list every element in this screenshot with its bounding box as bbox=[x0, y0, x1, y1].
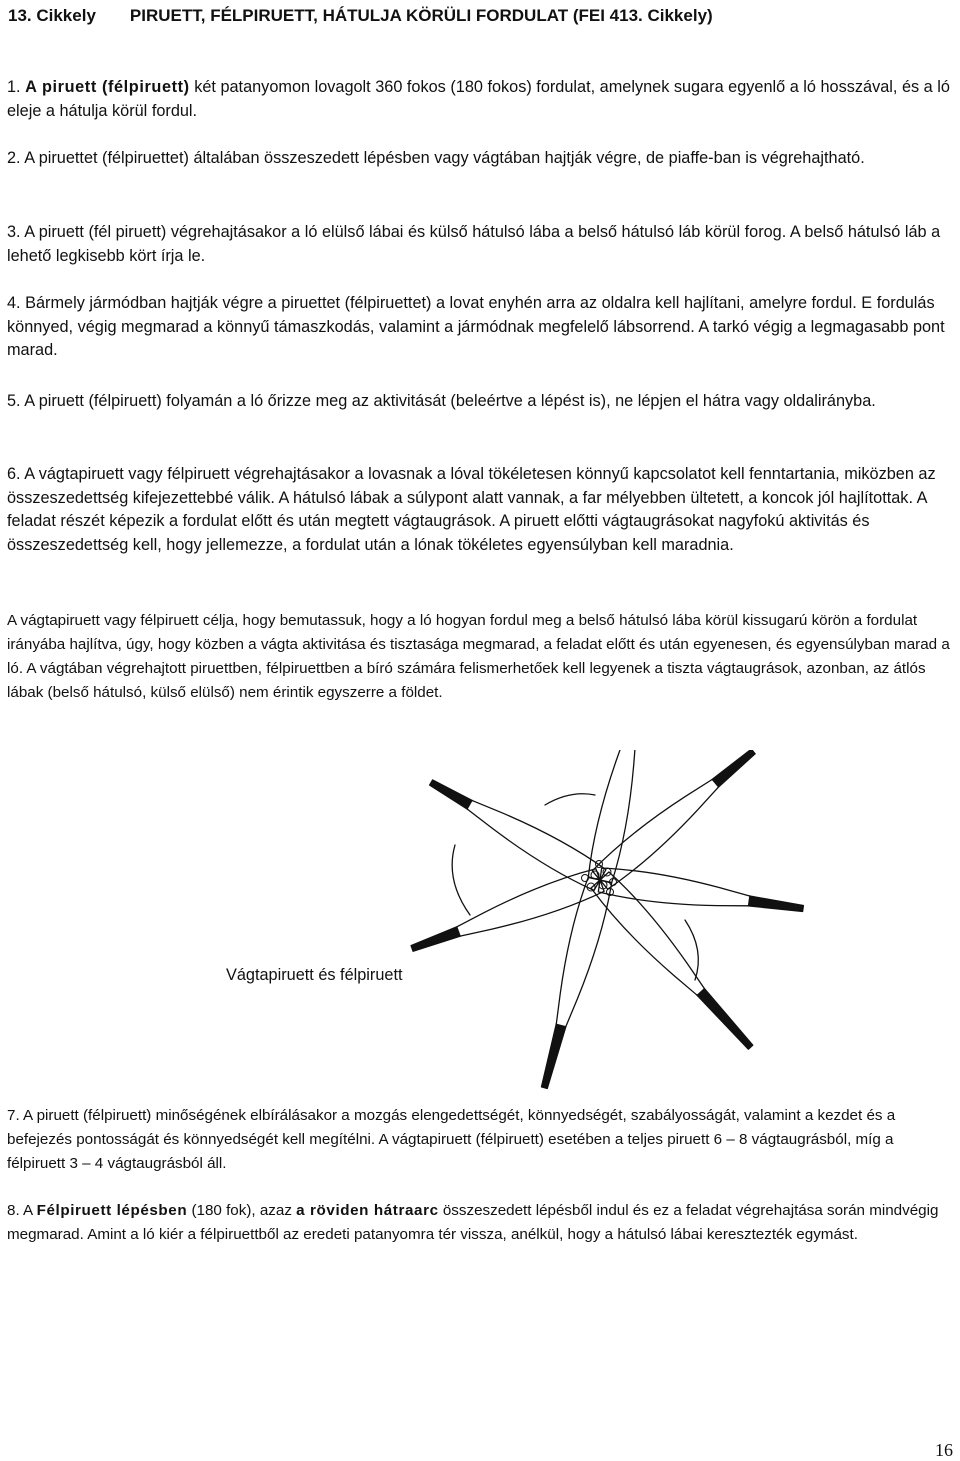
rotation-arrow bbox=[545, 794, 595, 805]
paragraph-6-continued bbox=[7, 609, 953, 705]
paragraph-number: 5. bbox=[7, 392, 21, 410]
paragraph-number: 3. bbox=[7, 223, 21, 241]
paragraph-number: 1. bbox=[7, 78, 21, 96]
pirouette-diagram bbox=[395, 750, 865, 1100]
paragraph-number: 8. bbox=[7, 1202, 20, 1219]
paragraph-text: összeszedett lépésből indul és ez a feladat végrehajtása során mindvégig megmarad. Amint a ló kiér a félpiruettből az eredeti patanyomra tér vissza, anélkül, hogy a hátulsó lábai keresztezték egymást. bbox=[7, 1202, 939, 1243]
paragraph-5 bbox=[7, 390, 953, 414]
paragraph-8 bbox=[7, 1199, 953, 1247]
paragraph-text: A piruett (félpiruett) minőségének elbírálásakor a mozgás elengedettségét, könnyedségét, szabályosságát, valamint a kezdet és a befejezés pontosságát és könnyedségét kell megítélni. A vágtapiruett (félpiruett) esetében a teljes piruett 6 – 8 vágtaugrásból, míg a félpiruett 3 – 4 vágtaugrásból áll. bbox=[7, 1107, 896, 1172]
paragraph-number: 6. bbox=[7, 465, 21, 483]
paragraph-7 bbox=[7, 1104, 953, 1176]
paragraph-4 bbox=[7, 292, 953, 363]
paragraph-text: A piruett (fél piruett) végrehajtásakor a ló elülső lábai és külső hátulsó lába a belső hátulsó láb körül forog. A belső hátulsó láb a lehető legkisebb kört írja le. bbox=[7, 223, 941, 265]
paragraph-text: A piruett (félpiruett) folyamán a ló őrizze meg az aktivitását (beleértve a lépést is), ne lépjen el hátra vagy oldalirányba. bbox=[20, 392, 876, 410]
paragraph-number: 4. bbox=[7, 294, 21, 312]
paragraph-3 bbox=[7, 221, 953, 268]
paragraph-text: A vágtapiruett vagy félpiruett végrehajtásakor a lovasnak a lóval tökéletesen könnyű kapcsolatot kell fenntartania, miközben az összeszedettség kifejezettebbé válik. A hátulsó lábak a súlypont alatt vannak, a far mélyebben ültetett, a koncok jól hajlítottak. A feladat részét képezik a fordulat előtt és után megtett vágtaugrások. A piruett előtti vágtaugrásokat nagyfokú aktivitás és összeszedettség kell, hogy jellemezze, a fordulat után a lónak tökéletes egyensúlyban kell maradnia. bbox=[7, 465, 936, 554]
paragraph-text: A piruettet (félpiruettet) általában összeszedett lépésben vagy vágtában hajtják végre, de piaffe-ban is végrehajtható. bbox=[20, 149, 865, 167]
paragraph-6 bbox=[7, 463, 953, 557]
paragraph-number: 2. bbox=[7, 149, 21, 167]
paragraph-1 bbox=[7, 76, 953, 123]
section-heading bbox=[8, 6, 953, 26]
section-number: 13. Cikkely bbox=[8, 6, 96, 25]
figure-caption: Vágtapiruett és félpiruett bbox=[226, 966, 403, 984]
paragraph-text: (180 fok), azaz bbox=[187, 1202, 297, 1219]
paragraph-text: A vágtapiruett vagy félpiruett célja, hogy bemutassuk, hogy a ló hogyan fordul meg a belső hátulsó lába körül kissugarú körön a fordulat irányába hajlítva, úgy, hogy közben a vágta aktivitása és tisztasága megmarad, a feladat előtt és után egyenesen, és egyensúlyban marad a ló. A vágtában végrehajtott piruettben, félpiruettben a bíró számára felismerhetőek kell legyenek a tiszta vágtaugrások, azonban, az átlós lábak (belső hátulsó, külső elülső) nem érintik egyszerre a földet. bbox=[7, 612, 950, 701]
page-number: 16 bbox=[935, 1440, 953, 1460]
paragraph-2 bbox=[7, 147, 953, 171]
bold-term: a röviden hátraarc bbox=[296, 1202, 439, 1219]
horse-figure bbox=[424, 770, 607, 892]
horse-figure bbox=[598, 866, 805, 923]
paragraph-text: két patanyomon lovagolt 360 fokos (180 fokos) fordulat, amelynek sugara egyenlő a ló hosszával, és a ló eleje a hátulja körül fordul. bbox=[7, 78, 950, 120]
horse-figure bbox=[590, 871, 762, 1057]
paragraph-number: 7. bbox=[7, 1107, 20, 1124]
rotation-arrow bbox=[452, 845, 470, 915]
horse-figure bbox=[531, 876, 614, 1091]
horse-figure bbox=[591, 750, 762, 891]
paragraph-text: Bármely jármódban hajtják végre a piruettet (félpiruettet) a lovat enyhén arra az oldalra kell hajlítani, amelyre fordul. E fordulás könnyed, végig megmarad a könnyű támaszkodás, valamint a jármódnak megfelelő lábsorrend. A tarkó végig a legmagasabb pont marad. bbox=[7, 294, 945, 359]
section-title: PIRUETT, FÉLPIRUETT, HÁTULJA KÖRÜLI FORDULAT (FEI 413. Cikkely) bbox=[129, 6, 713, 25]
bold-term: A piruett (félpiruett) bbox=[25, 78, 190, 96]
paragraph-text: A bbox=[19, 1202, 37, 1219]
bold-term: Félpiruett lépésben bbox=[36, 1202, 188, 1219]
